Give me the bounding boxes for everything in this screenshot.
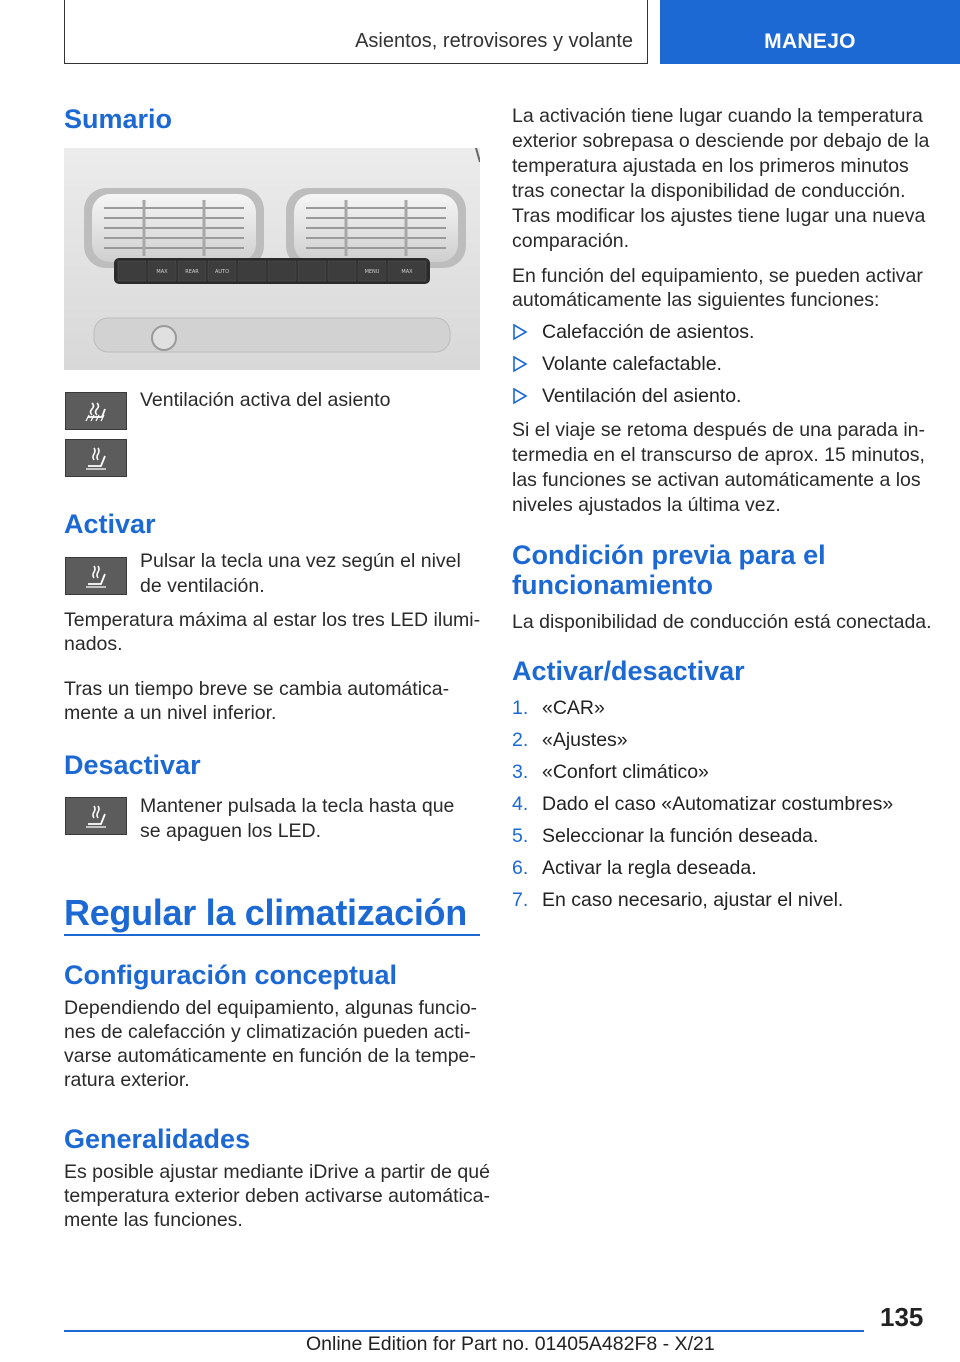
step-text: «Confort climático» (542, 761, 709, 783)
activar-text: Pulsar la tecla una vez según el nivel de ventilación. (140, 550, 461, 597)
step-text: «CAR» (542, 697, 605, 719)
footer-rule (64, 1330, 864, 1332)
condicion-text: La disponibilidad de conducción está conectada. (512, 611, 932, 633)
step-text: Seleccionar la función deseada. (542, 825, 819, 847)
step-text: «Ajustes» (542, 729, 628, 751)
intro-line: Tras modificar los ajustes tiene lugar una nueva (512, 205, 926, 227)
seat-icon (82, 802, 110, 830)
triangle-bullet-icon (512, 323, 528, 341)
general-line: temperatura exterior deben activarse automática- (64, 1185, 490, 1207)
activar-heading: Activar (64, 509, 156, 539)
viaje-line: niveles ajustados la última vez. (512, 494, 781, 516)
intro-line: exterior sobrepasa o desciende por debajo de la (512, 130, 930, 152)
footer-edition: Online Edition for Part no. 01405A482F8 - X/21 (306, 1333, 715, 1355)
step-number: 3. (512, 761, 529, 783)
seat-ventilation-icon (82, 397, 110, 425)
triangle-bullet-icon (512, 387, 528, 405)
equip-line: automáticamente las siguientes funciones: (512, 289, 880, 311)
intro-line: temperatura ajustada en los primeros minutos (512, 155, 909, 177)
config-line: varse automáticamente en función de la tempe- (64, 1045, 476, 1067)
climate-panel-photo (64, 148, 480, 370)
temp-text-line-1: Temperatura máxima al estar los tres LED ilumi- (64, 609, 481, 631)
viaje-line: Si el viaje se retoma después de una parada in- (512, 419, 926, 441)
activar-desactivar-heading: Activar/desactivar (512, 656, 745, 686)
bullet-text: Volante calefactable. (542, 353, 722, 375)
config-heading: Configuración conceptual (64, 960, 398, 990)
step-number: 4. (512, 793, 529, 815)
seat-ventilation-button[interactable] (65, 392, 127, 430)
equip-line: En función del equipamiento, se pueden activar (512, 265, 923, 287)
header-section-title: Asientos, retrovisores y volante (355, 30, 633, 52)
svg-text:MAX: MAX (156, 269, 168, 275)
step-number: 7. (512, 889, 529, 911)
step-text: En caso necesario, ajustar el nivel. (542, 889, 844, 911)
config-line: ratura exterior. (64, 1069, 190, 1091)
bullet-text: Calefacción de asientos. (542, 321, 755, 343)
svg-text:REAR: REAR (185, 269, 199, 275)
seat-ventilation-deactivate-button[interactable] (65, 797, 127, 835)
svg-text:MAX: MAX (401, 269, 413, 275)
regular-heading: Regular la climatización (64, 892, 467, 933)
header-chapter-tab (660, 0, 960, 64)
general-heading: Generalidades (64, 1124, 251, 1154)
triangle-bullet-icon (512, 355, 528, 373)
sumario-heading: Sumario (64, 104, 173, 134)
intro-line: comparación. (512, 230, 630, 252)
tras-text-line-1: Tras un tiempo breve se cambia automática- (64, 678, 450, 700)
seat-ventilation-activate-button[interactable] (65, 557, 127, 595)
header-chapter-label: MANEJO (764, 30, 856, 53)
general-line: mente las funciones. (64, 1209, 243, 1231)
svg-text:AUTO: AUTO (214, 269, 230, 275)
seat-ventilation-level-button[interactable] (65, 439, 127, 477)
step-number: 1. (512, 697, 529, 719)
step-text: Dado el caso «Automatizar costumbres» (542, 793, 894, 815)
step-text: Activar la regla deseada. (542, 857, 757, 879)
general-line: Es posible ajustar mediante iDrive a partir de qué (64, 1161, 490, 1183)
config-line: Dependiendo del equipamiento, algunas funcio- (64, 997, 478, 1019)
page-number: 135 (880, 1302, 924, 1332)
config-line: nes de calefacción y climatización pueden acti- (64, 1021, 471, 1043)
intro-line: La activación tiene lugar cuando la temperatura (512, 105, 923, 127)
seat-icon (82, 444, 110, 472)
viaje-line: termedia en el transcurso de aprox. 15 minutos, (512, 444, 925, 466)
condicion-heading-line-2: funcionamiento (512, 570, 713, 600)
desactivar-text: Mantener pulsada la tecla hasta que se apaguen los LED. (140, 795, 455, 842)
condicion-heading-line-1: Condición previa para el (512, 540, 826, 570)
viaje-line: las funciones se activan automáticamente a los (512, 469, 921, 491)
svg-text:MENU: MENU (364, 269, 380, 275)
bullet-text: Ventilación del asiento. (542, 385, 742, 407)
intro-line: tras conectar la disponibilidad de conducción. (512, 180, 906, 202)
temp-text-line-2: nados. (64, 633, 123, 655)
step-number: 2. (512, 729, 529, 751)
tras-text-line-2: mente a un nivel inferior. (64, 702, 277, 724)
vent-label: Ventilación activa del asiento (140, 389, 391, 411)
step-number: 5. (512, 825, 529, 847)
climate-panel-illustration (64, 148, 480, 370)
step-number: 6. (512, 857, 529, 879)
seat-icon (82, 562, 110, 590)
header-section-box (64, 0, 648, 64)
regular-heading-rule (64, 934, 480, 936)
desactivar-heading: Desactivar (64, 750, 201, 780)
